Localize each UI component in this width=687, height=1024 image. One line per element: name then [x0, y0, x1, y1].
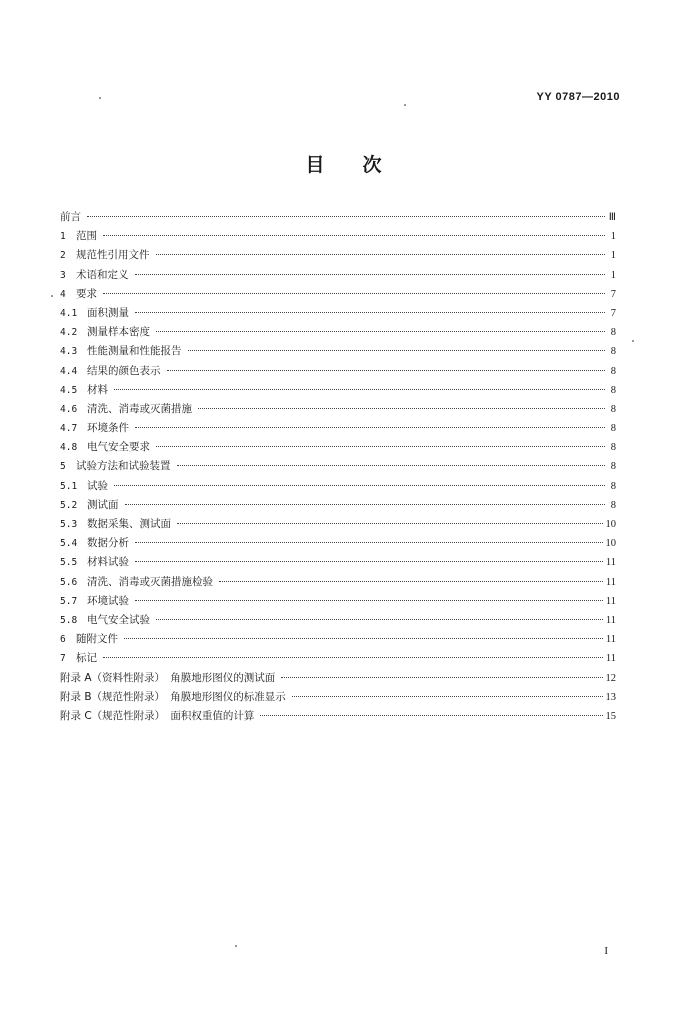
toc-entry [60, 688, 616, 707]
toc-entry-label: 测量样本密度 [87, 326, 150, 339]
toc-entry-number: 5.3 [60, 519, 78, 530]
toc-dot-leader [188, 350, 606, 351]
toc-entry-page: 8 [610, 384, 616, 396]
toc-entry-label: 材料 [87, 383, 108, 396]
toc-dot-leader [135, 274, 606, 275]
toc-dot-leader [135, 561, 603, 562]
toc-entry-page: Ⅲ [608, 212, 616, 223]
toc-dot-leader [87, 216, 605, 217]
toc-entry [60, 304, 616, 323]
toc-entry-label: 要求 [76, 287, 97, 300]
toc-dot-leader [156, 331, 605, 332]
page-number: I [604, 945, 608, 957]
toc-entry-label: 附录 C（规范性附录） 面积权重值的计算 [60, 709, 255, 722]
toc-entry [60, 630, 616, 649]
toc-entry [60, 381, 616, 400]
toc-entry-page: 15 [605, 710, 616, 722]
toc-entry-number: 5.1 [60, 480, 78, 492]
toc-dot-leader [156, 619, 603, 620]
toc-entry-label: 结果的颜色表示 [87, 364, 161, 377]
toc-entry-page: 11 [605, 595, 616, 607]
toc-entry-label: 规范性引用文件 [76, 249, 150, 262]
toc-dot-leader [103, 235, 605, 236]
toc-entry-number: 4.3 [60, 346, 78, 358]
toc-entry-page: 8 [610, 480, 616, 492]
toc-entry-page: 8 [610, 403, 616, 415]
toc-entry-page: 7 [610, 307, 616, 319]
toc-entry [60, 266, 616, 285]
toc-entry-page: 8 [610, 423, 616, 435]
toc-entry-page: 10 [605, 519, 616, 530]
toc-dot-leader [156, 446, 605, 447]
scan-speck [632, 340, 634, 342]
toc-entry-number: 7 [60, 653, 66, 665]
toc-entry-number: 4.6 [60, 403, 78, 415]
toc-entry-label: 随附文件 [76, 633, 118, 646]
toc-entry [60, 573, 616, 592]
scan-speck [51, 295, 53, 297]
toc-dot-leader [177, 465, 606, 466]
toc-entry-label: 术语和定义 [76, 268, 129, 281]
toc-entry-label: 电气安全试验 [87, 613, 150, 626]
toc-dot-leader [114, 389, 605, 390]
toc-entry-label: 数据分析 [87, 537, 129, 550]
toc-entry-label: 试验 [87, 479, 108, 492]
toc-entry-number: 5.6 [60, 576, 78, 588]
toc-entry [60, 419, 616, 438]
toc-entry-page: 13 [605, 691, 616, 703]
scan-speck [404, 104, 406, 106]
toc-dot-leader [125, 504, 606, 505]
toc-entry [60, 515, 616, 534]
toc-entry-page: 11 [605, 653, 616, 665]
toc-entry-page: 7 [610, 288, 616, 300]
toc-entry-label: 附录 B（规范性附录） 角膜地形图仪的标准显示 [60, 690, 286, 703]
title-char-2: 次 [362, 154, 382, 176]
toc-entry-label: 数据采集、测试面 [87, 518, 171, 530]
toc-dot-leader [281, 677, 602, 678]
toc-entry-label: 面积测量 [87, 306, 129, 319]
toc-dot-leader [103, 657, 603, 658]
toc-entry-label: 试验方法和试验装置 [76, 460, 171, 473]
toc-entry-number: 3 [60, 269, 66, 281]
table-of-contents [60, 208, 616, 726]
toc-entry-number: 4.4 [60, 365, 78, 377]
scan-speck [235, 945, 237, 947]
toc-entry-page: 11 [605, 557, 616, 569]
toc-entry-page: 11 [605, 634, 616, 646]
toc-entry-label: 清洗、消毒或灭菌措施检验 [87, 575, 213, 588]
title-char-1: 目 [305, 154, 325, 176]
toc-entry [60, 649, 616, 668]
toc-entry-page: 8 [610, 365, 616, 377]
toc-entry-number: 5.4 [60, 538, 78, 550]
toc-dot-leader [135, 600, 603, 601]
page-title [0, 150, 687, 177]
toc-entry [60, 208, 616, 227]
toc-dot-leader [135, 542, 603, 543]
toc-entry [60, 553, 616, 572]
toc-entry [60, 342, 616, 361]
toc-entry [60, 477, 616, 496]
toc-entry-label: 性能测量和性能报告 [87, 345, 182, 358]
toc-entry-page: 8 [610, 327, 616, 339]
toc-entry-label: 附录 A（资料性附录） 角膜地形图仪的测试面 [60, 671, 276, 684]
toc-dot-leader [135, 312, 605, 313]
toc-dot-leader [124, 638, 603, 639]
toc-entry-number: 5.5 [60, 557, 78, 569]
toc-entry-number: 4.7 [60, 423, 78, 435]
toc-dot-leader [177, 523, 603, 524]
toc-entry-number: 4.8 [60, 442, 78, 454]
toc-entry [60, 496, 616, 515]
toc-entry [60, 438, 616, 457]
toc-entry [60, 400, 616, 419]
toc-dot-leader [292, 696, 603, 697]
toc-entry-label: 前言 [60, 211, 81, 223]
toc-entry-number: 4.1 [60, 307, 78, 319]
toc-entry-label: 范围 [76, 230, 97, 243]
toc-entry-page: 11 [605, 614, 616, 626]
toc-entry-number: 6 [60, 634, 66, 646]
toc-entry-page: 1 [610, 269, 616, 281]
toc-dot-leader [156, 254, 606, 255]
standard-number: YY 0787—2010 [536, 91, 620, 103]
toc-entry-number: 4.5 [60, 384, 78, 396]
toc-dot-leader [114, 485, 605, 486]
toc-entry-label: 材料试验 [87, 556, 129, 569]
toc-entry-number: 5.2 [60, 499, 78, 511]
toc-entry-label: 环境试验 [87, 594, 129, 607]
toc-entry [60, 285, 616, 304]
toc-entry-page: 10 [605, 538, 616, 550]
toc-entry-label: 测试面 [87, 498, 119, 511]
toc-dot-leader [219, 581, 603, 582]
scan-speck [99, 97, 101, 99]
toc-dot-leader [103, 293, 605, 294]
toc-entry [60, 246, 616, 265]
toc-entry-label: 环境条件 [87, 422, 129, 435]
toc-entry-page: 8 [610, 442, 616, 454]
toc-entry [60, 227, 616, 246]
toc-entry [60, 534, 616, 553]
toc-entry-page: 1 [610, 231, 616, 243]
toc-entry [60, 707, 616, 726]
toc-entry-page: 8 [610, 346, 616, 358]
toc-entry-page: 8 [610, 499, 616, 511]
toc-dot-leader [167, 370, 606, 371]
toc-entry-number: 5.7 [60, 595, 78, 607]
toc-entry-label: 清洗、消毒或灭菌措施 [87, 402, 192, 415]
toc-entry [60, 323, 616, 342]
toc-entry-page: 11 [605, 576, 616, 588]
toc-entry-page: 1 [610, 250, 616, 262]
toc-entry [60, 592, 616, 611]
toc-entry-number: 2 [60, 250, 66, 262]
toc-entry-page: 12 [605, 672, 616, 684]
toc-entry [60, 611, 616, 630]
toc-dot-leader [260, 715, 602, 716]
toc-dot-leader [135, 427, 605, 428]
toc-entry [60, 669, 616, 688]
toc-entry-label: 标记 [76, 652, 97, 665]
toc-dot-leader [198, 408, 605, 409]
toc-entry-label: 电气安全要求 [87, 441, 150, 454]
toc-entry-number: 5 [60, 461, 66, 473]
toc-entry-number: 1 [60, 231, 66, 243]
toc-entry [60, 457, 616, 476]
toc-entry-number: 5.8 [60, 614, 78, 626]
toc-entry [60, 362, 616, 381]
toc-entry-number: 4 [60, 288, 66, 300]
toc-entry-number: 4.2 [60, 327, 78, 339]
toc-entry-page: 8 [610, 461, 616, 473]
